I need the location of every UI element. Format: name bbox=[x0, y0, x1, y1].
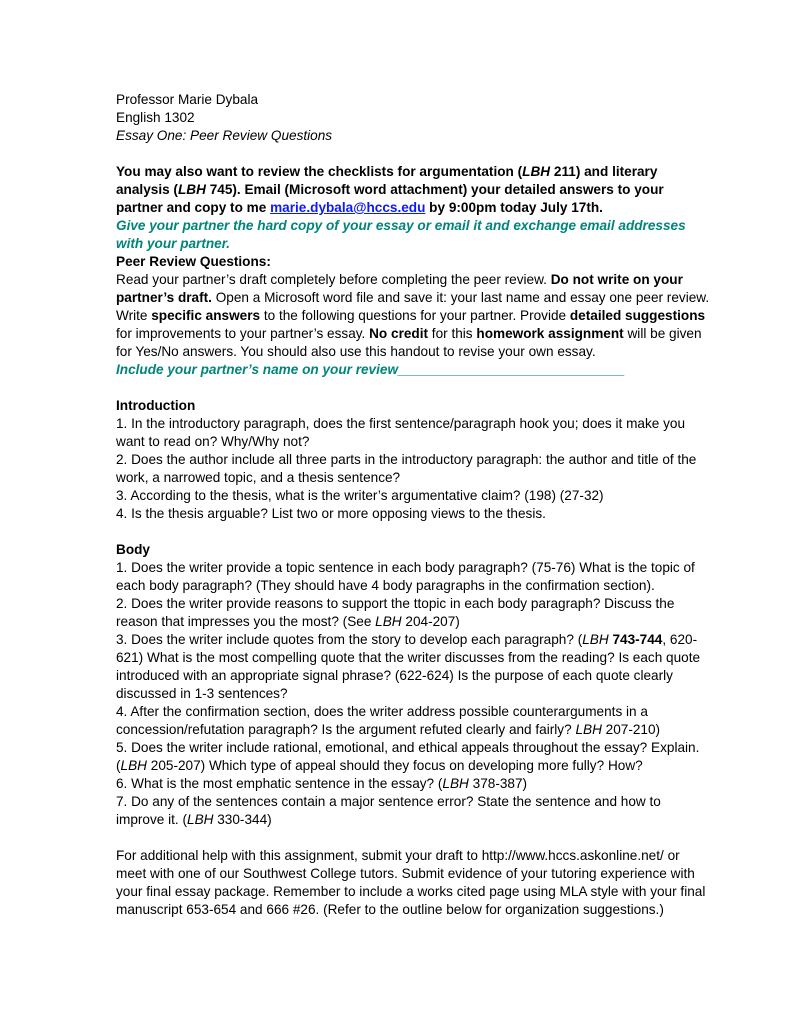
spacer bbox=[116, 523, 676, 541]
intro-question-1a: 1. In the introductory paragraph, does the first sentence/paragraph hook you; does it make you bbox=[116, 416, 686, 431]
body-question-7a: 7. Do any of the sentences contain a major sentence error? State the sentence and how to bbox=[116, 794, 661, 809]
spacer bbox=[116, 379, 676, 397]
body-question-4b: concession/refutation paragraph? Is the argument refuted clearly and fairly? LBH 207-210) bbox=[116, 722, 661, 737]
body-question-6: 6. What is the most emphatic sentence in the essay? (LBH 378-387) bbox=[116, 776, 528, 791]
peer-review-heading: Peer Review Questions: bbox=[116, 254, 271, 269]
body-question-7b: improve it. (LBH 330-344) bbox=[116, 812, 272, 827]
spacer bbox=[116, 829, 676, 847]
body-question-3d: discussed in 1-3 sentences? bbox=[116, 686, 288, 701]
course-name: English 1302 bbox=[116, 110, 195, 125]
peer-review-line-3: Write specific answers to the following questions for your partner. Provide detailed suggestions bbox=[116, 308, 706, 323]
introduction-heading: Introduction bbox=[116, 398, 196, 413]
body-question-3c: introduced with an appropriate signal phrase? (622-624) Is the purpose of each quote clearly bbox=[116, 668, 673, 683]
intro-question-2a: 2. Does the author include all three parts in the introductory paragraph: the author and title of the bbox=[116, 452, 697, 467]
email-link[interactable]: marie.dybala@hccs.edu bbox=[270, 200, 426, 215]
partner-name-blank: ______________________________ bbox=[398, 362, 625, 377]
partner-name-line: Include your partner’s name on your review______________________________ bbox=[116, 362, 625, 377]
closing-line-1: For additional help with this assignment, submit your draft to http://www.hccs.askonline.net/ or bbox=[116, 848, 680, 863]
body-question-1b: each body paragraph? (They should have 4 body paragraphs in the confirmation section). bbox=[116, 578, 655, 593]
intro-question-3: 3. According to the thesis, what is the writer’s argumentative claim? (198) (27-32) bbox=[116, 488, 604, 503]
intro-question-4: 4. Is the thesis arguable? List two or more opposing views to the thesis. bbox=[116, 506, 546, 521]
peer-review-line-4: for improvements to your partner’s essay. No credit for this homework assignment will be given bbox=[116, 326, 702, 341]
intro-question-2b: work, a narrowed topic, and a thesis sentence? bbox=[116, 470, 401, 485]
intro-line-3: partner and copy to me marie.dybala@hccs.edu by 9:00pm today July 17th. bbox=[116, 200, 603, 215]
body-question-3b: 621) What is the most compelling quote that the writer discusses from the reading? Is each quote bbox=[116, 650, 701, 665]
body-question-4a: 4. After the confirmation section, does the writer address possible counterarguments in a bbox=[116, 704, 648, 719]
closing-line-3: your final essay package. Remember to include a works cited page using MLA style with your final bbox=[116, 884, 706, 899]
peer-review-line-2: partner’s draft. Open a Microsoft word file and save it: your last name and essay one peer review. bbox=[116, 290, 710, 305]
body-question-2b: reason that impresses you the most? (See LBH 204-207) bbox=[116, 614, 460, 629]
body-question-5a: 5. Does the writer include rational, emotional, and ethical appeals throughout the essay? Explain. bbox=[116, 740, 700, 755]
exchange-note-line-1: Give your partner the hard copy of your essay or email it and exchange email addresses bbox=[116, 218, 686, 233]
body-question-2a: 2. Does the writer provide reasons to support the ttopic in each body paragraph? Discuss the bbox=[116, 596, 675, 611]
peer-review-line-5: for Yes/No answers. You should also use this handout to revise your own essay. bbox=[116, 344, 596, 359]
spacer bbox=[116, 145, 676, 163]
exchange-note-line-2: with your partner. bbox=[116, 236, 231, 251]
closing-line-4: manuscript 653-654 and 666 #26. (Refer to the outline below for organization suggestions.) bbox=[116, 902, 664, 917]
document-content bbox=[116, 91, 710, 919]
closing-line-2: meet with one of our Southwest College tutors. Submit evidence of your tutoring experience with bbox=[116, 866, 695, 881]
body-heading: Body bbox=[116, 542, 150, 557]
body-question-3a: 3. Does the writer include quotes from the story to develop each paragraph? (LBH 743-744, 620- bbox=[116, 632, 698, 647]
document-title: Essay One: Peer Review Questions bbox=[116, 128, 333, 143]
professor-name: Professor Marie Dybala bbox=[116, 92, 259, 107]
peer-review-line-1: Read your partner’s draft completely before completing the peer review. Do not write on your bbox=[116, 272, 683, 287]
intro-line-2: analysis (LBH 745). Email (Microsoft word attachment) your detailed answers to your bbox=[116, 182, 664, 197]
intro-question-1b: want to read on? Why/Why not? bbox=[116, 434, 310, 449]
intro-line-1: You may also want to review the checklists for argumentation (LBH 211) and literary bbox=[116, 164, 658, 179]
body-question-5b: (LBH 205-207) Which type of appeal should they focus on developing more fully? How? bbox=[116, 758, 643, 773]
body-question-1a: 1. Does the writer provide a topic sentence in each body paragraph? (75-76) What is the topic of bbox=[116, 560, 695, 575]
